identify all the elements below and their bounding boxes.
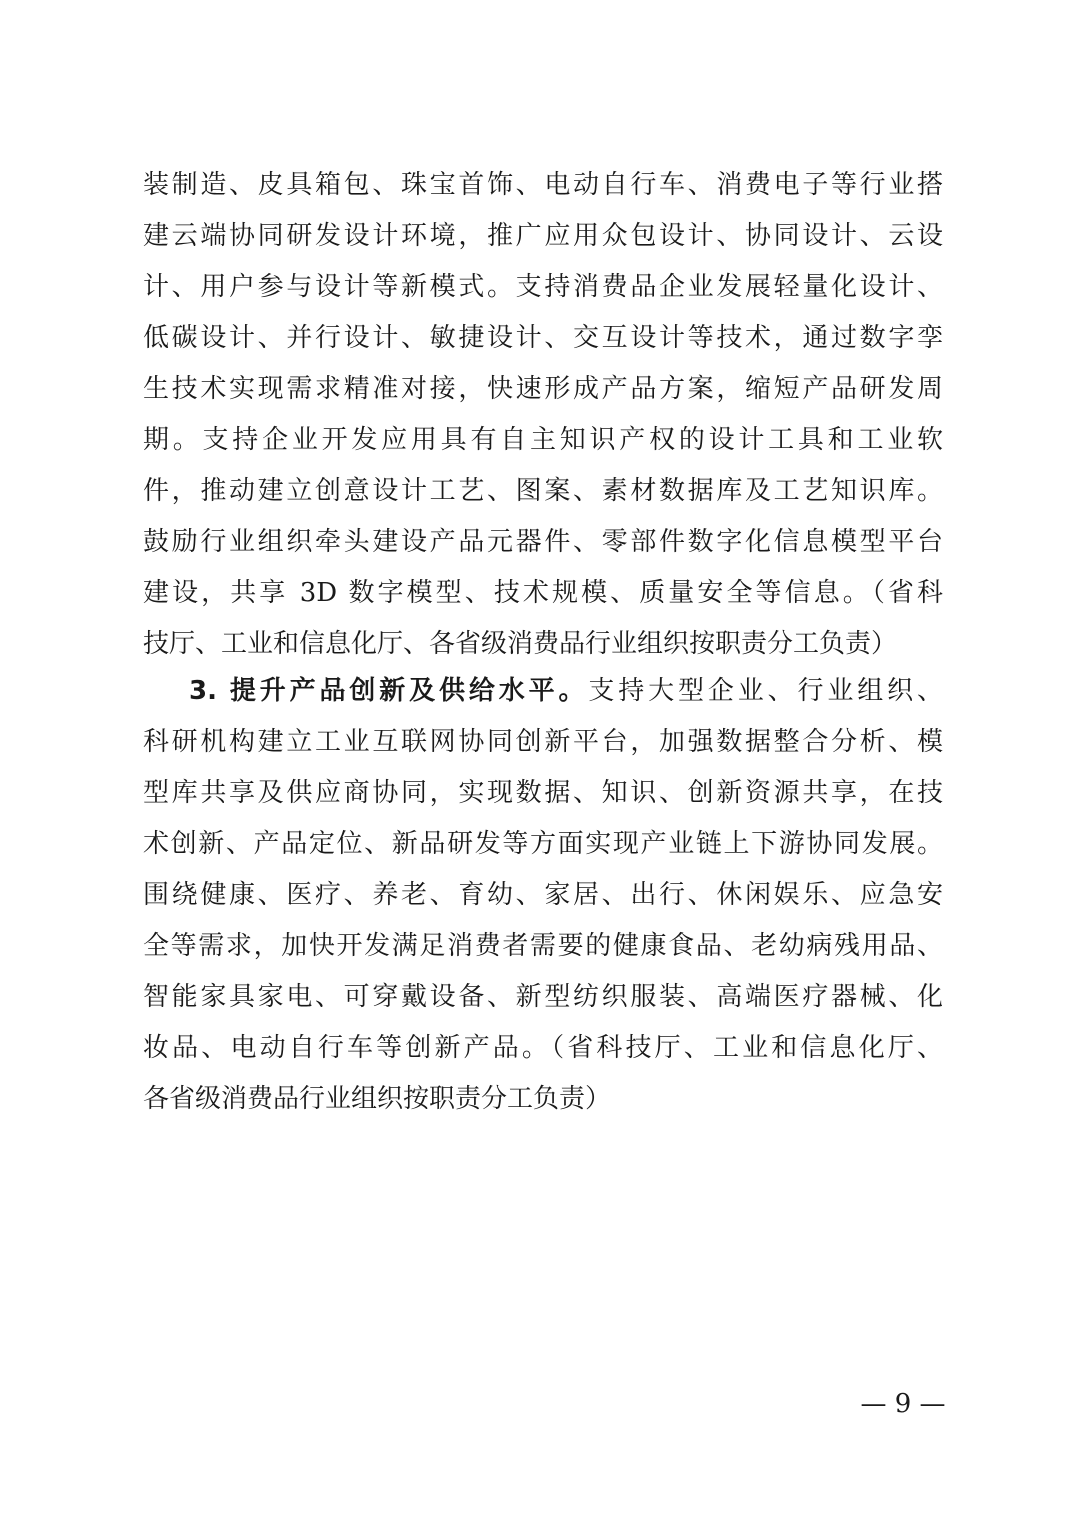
paragraph-line: 建设，共享 3D 数字模型、技术规模、质量安全等信息。（省科	[143, 578, 943, 608]
paragraph-line: 各省级消费品行业组织按职责分工负责）	[143, 1084, 612, 1114]
paragraph-first-line	[143, 666, 943, 717]
paragraph-line: 围绕健康、医疗、养老、育幼、家居、出行、休闲娱乐、应急安	[143, 880, 943, 910]
page-number: — 9 —	[860, 1389, 946, 1419]
paragraph-line: 型库共享及供应商协同，实现数据、知识、创新资源共享，在技	[143, 778, 943, 808]
paragraph-line: 智能家具家电、可穿戴设备、新型纺织服装、高端医疗器械、化	[143, 982, 943, 1012]
paragraph-line: 期。支持企业开发应用具有自主知识产权的设计工具和工业软	[143, 425, 943, 455]
paragraph-line: 生技术实现需求精准对接，快速形成产品方案，缩短产品研发周	[143, 374, 943, 404]
paragraph-design-environment	[143, 160, 943, 670]
paragraph-text: 支持大型企业、行业组织、	[588, 676, 943, 706]
paragraph-line: 件，推动建立创意设计工艺、图案、素材数据库及工艺知识库。	[143, 476, 943, 506]
paragraph-line: 计、用户参与设计等新模式。支持消费品企业发展轻量化设计、	[143, 272, 943, 302]
paragraph-line: 建云端协同研发设计环境，推广应用众包设计、协同设计、云设	[143, 221, 943, 251]
paragraph-product-innovation	[143, 666, 943, 1125]
paragraph-line: 低碳设计、并行设计、敏捷设计、交互设计等技术，通过数字孪	[143, 323, 943, 353]
paragraph-line: 全等需求，加快开发满足消费者需要的健康食品、老幼病残用品、	[143, 931, 943, 961]
paragraph-line: 科研机构建立工业互联网协同创新平台，加强数据整合分析、模	[143, 727, 943, 757]
paragraph-line: 技厅、工业和信息化厅、各省级消费品行业组织按职责分工负责）	[143, 629, 898, 659]
paragraph-line: 妆品、电动自行车等创新产品。（省科技厅、工业和信息化厅、	[143, 1033, 943, 1063]
paragraph-line: 装制造、皮具箱包、珠宝首饰、电动自行车、消费电子等行业搭	[143, 170, 943, 200]
section-heading: 3. 提升产品创新及供给水平。	[189, 676, 589, 706]
paragraph-line: 术创新、产品定位、新品研发等方面实现产业链上下游协同发展。	[143, 829, 943, 859]
paragraph-line: 鼓励行业组织牵头建设产品元器件、零部件数字化信息模型平台	[143, 527, 943, 557]
